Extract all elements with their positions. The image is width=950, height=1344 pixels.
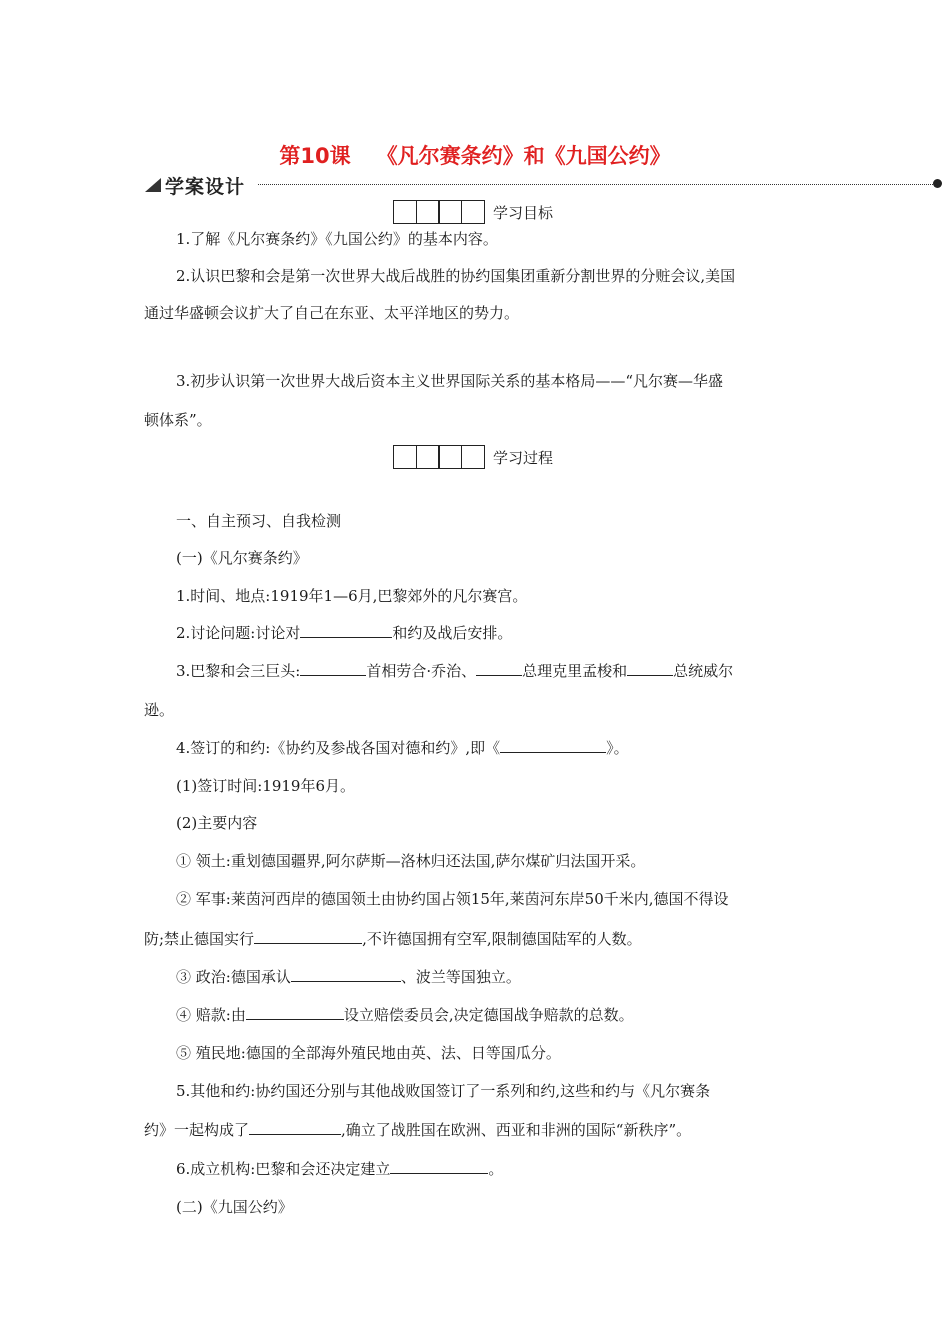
goal-2: 2.认识巴黎和会是第一次世界大战后战胜的协约国集团重新分割世界的分赃会议,美国 (176, 267, 736, 285)
banner-text: 学案设计 (165, 176, 246, 198)
fill-blank[interactable] (476, 661, 522, 676)
subsection-1: (一)《凡尔赛条约》 (176, 549, 308, 567)
content-2-cont: 防;禁止德国实行 ,不许德国拥有空军,限制德国陆军的人数。 (144, 930, 642, 948)
item-3-cont: 逊。 (144, 701, 175, 719)
item-4: 4.签订的和约:《协约及参战各国对德和约》,即《 》。 (176, 739, 629, 757)
item-5-cont: 约》一起构成了 ,确立了战胜国在欧洲、西亚和非洲的国际“新秩序”。 (144, 1121, 692, 1139)
part-1: 一、自主预习、自我检测 (176, 512, 342, 530)
content-5: ⑤ 殖民地:德国的全部海外殖民地由英、法、日等国瓜分。 (176, 1044, 561, 1062)
fill-blank[interactable] (249, 1120, 341, 1135)
goal-1: 1.了解《凡尔赛条约》《九国公约》的基本内容。 (176, 230, 498, 248)
item-1: 1.时间、地点:1919年1—6月,巴黎郊外的凡尔赛宫。 (176, 587, 528, 605)
dotted-divider (258, 184, 933, 185)
item-2: 2.讨论问题:讨论对 和约及战后安排。 (176, 624, 513, 642)
fill-blank[interactable] (627, 661, 673, 676)
subsection-2: (二)《九国公约》 (176, 1198, 293, 1216)
goal-3-cont: 顿体系”。 (144, 411, 212, 429)
lesson-title (0, 140, 950, 170)
content-3: ③ 政治:德国承认 、波兰等国独立。 (176, 968, 521, 986)
fill-blank[interactable] (291, 967, 401, 982)
content-4: ④ 赔款:由 设立赔偿委员会,决定德国战争赔款的总数。 (176, 1006, 634, 1024)
item-6: 6.成立机构:巴黎和会还决定建立 。 (176, 1160, 504, 1178)
fill-blank[interactable] (246, 1005, 344, 1020)
fill-blank[interactable] (390, 1159, 488, 1174)
fill-blank[interactable] (300, 623, 392, 638)
section-banner (145, 172, 945, 198)
fill-blank[interactable] (300, 661, 366, 676)
item-5: 5.其他和约:协约国还分别与其他战败国签订了一系列和约,这些和约与《凡尔赛条 (176, 1082, 711, 1100)
lesson-number: 第10课 (279, 144, 351, 168)
item-3: 3.巴黎和会三巨头: 首相劳合·乔治、 总理克里孟梭和 总统威尔 (176, 662, 734, 680)
item-4-2: (2)主要内容 (176, 814, 258, 832)
heading-boxes (393, 445, 483, 469)
goal-3: 3.初步认识第一次世界大战后资本主义世界国际关系的基本格局——“凡尔赛—华盛 (176, 372, 723, 390)
goals-label: 学习目标 (493, 204, 554, 222)
fill-blank[interactable] (254, 929, 362, 944)
content-2: ② 军事:莱茵河西岸的德国领土由协约国占领15年,莱茵河东岸50千米内,德国不得设 (176, 890, 729, 908)
goal-2-cont: 通过华盛顿会议扩大了自己在东亚、太平洋地区的势力。 (144, 304, 520, 322)
item-4-1: (1)签订时间:1919年6月。 (176, 777, 356, 795)
lesson-name: 《凡尔赛条约》和《九国公约》 (376, 144, 671, 168)
process-label: 学习过程 (493, 449, 554, 467)
fill-blank[interactable] (500, 738, 606, 753)
dot-icon (933, 179, 942, 188)
triangle-icon (145, 178, 161, 192)
content-1: ① 领土:重划德国疆界,阿尔萨斯—洛林归还法国,萨尔煤矿归法国开采。 (176, 852, 646, 870)
heading-boxes (393, 200, 483, 224)
